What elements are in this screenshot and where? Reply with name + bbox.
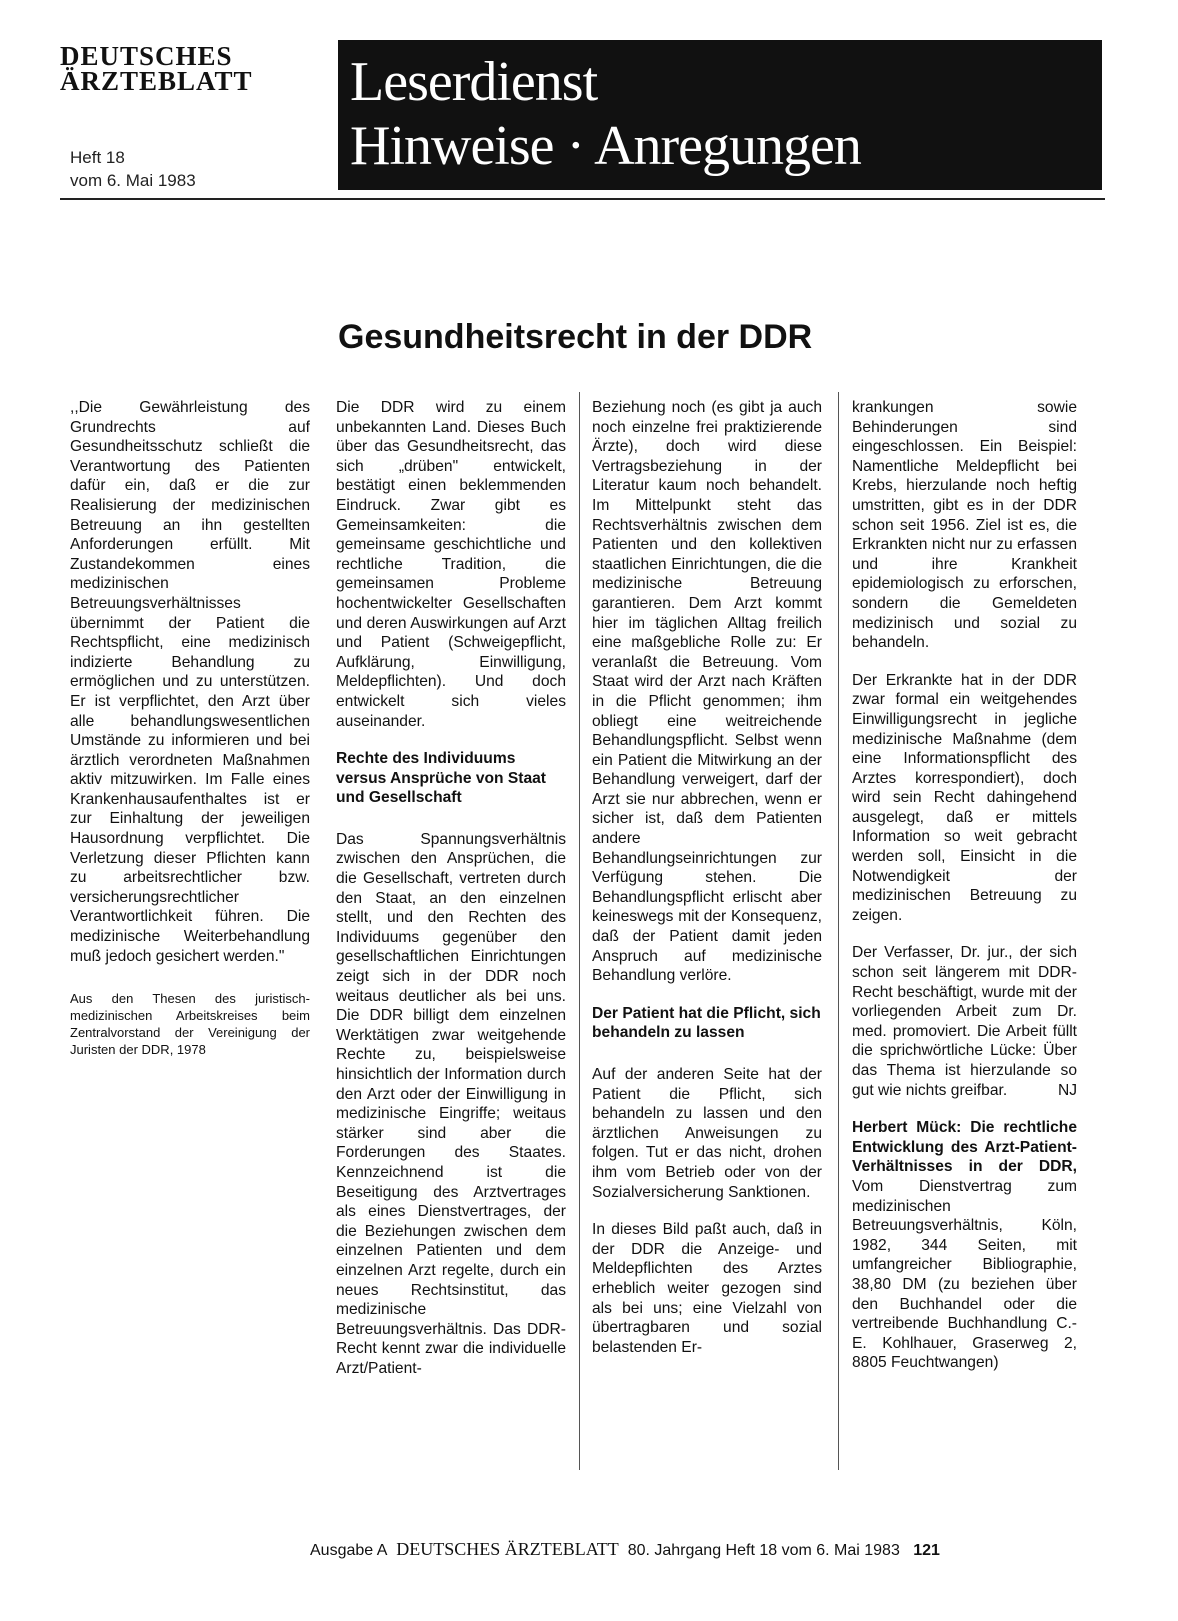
subheading: Der Patient hat die Pflicht, sich behandeln zu lassen bbox=[592, 1004, 821, 1042]
column-divider bbox=[838, 392, 839, 1470]
paragraph: Beziehung noch (es gibt ja auch noch einzelne frei praktizierende Ärzte), doch wird diese Vertragsbeziehung in der Literatur kaum noch behandelt. Im Mittelpunkt steht das Rechtsverhältnis zwischen dem Patienten und den kollektiven staatlichen Einrichtungen, die die medizinische Betreuung garantieren. Dem Arzt kommt hier im täglichen Alltag freilich eine maßgebliche Rolle zu: Er veranlaßt die Betreuung. Vom Staat wird der Arzt nach Kräften in die Pflicht genommen; ihm obliegt eine weitreichende Behandlungspflicht. Selbst wenn ein Patient die Mitwirkung an der Behandlung verweigert, darf der Arzt sie nur abbrechen, wenn er sicher ist, daß dem Patienten andere Behandlungseinrichtungen zur Verfügung stehen. Die Behandlungspflicht erlischt aber keineswegs mit der Konsequenz, daß der Patient damit jeden Anspruch auf medizinische Behandlung verlöre. bbox=[592, 399, 822, 985]
brand-logo bbox=[60, 41, 310, 96]
paragraph: In dieses Bild paßt auch, daß in der DDR die Anzeige- und Meldepflichten des Arztes erheblich weiter gezogen sind als bei uns; eine Vielzahl von übertragbaren und sozial belastenden Er- bbox=[592, 1221, 822, 1356]
footer-brand: DEUTSCHES ÄRZTEBLATT bbox=[396, 1539, 619, 1559]
book-details: Vom Dienstvertrag zum medizinischen Betreuungsverhältnis, Köln, 1982, 344 Seiten, mit umfangreicher Bibliographie, 38,80 DM (zu beziehen über den Buchhandel oder die vertreibende Buchhandlung C.-E. Kohlhauer, Graserweg 2, 8805 Feuchtwangen) bbox=[852, 1177, 1077, 1372]
paragraph: Die DDR wird zu einem unbekannten Land. Dieses Buch über das Gesundheitsrecht, das sich „drüben" entwickelt, bestätigt einen beklemmenden Eindruck. Zwar gibt es Gemeinsamkeiten: die gemeinsame geschichtliche und rechtliche Tradition, die gemeinsamen Probleme hochentwickelter Gesellschaften und deren Auswirkungen auf Arzt und Patient (Schweigepflicht, Aufklärung, Einwilligung, Meldepflichten). Und doch entwickelt sich vieles auseinander. bbox=[336, 399, 566, 730]
footer-edition: Ausgabe A bbox=[310, 1542, 388, 1559]
column-2 bbox=[336, 398, 566, 1397]
column-4 bbox=[852, 398, 1077, 1391]
paragraph: krankungen sowie Behinderungen sind eingeschlossen. Ein Beispiel: Namentliche Meldepflicht bei Krebs, hierzulande noch heftig umstritten, gibt es in der DDR schon seit 1956. Ziel ist es, die Erkrankten nicht nur zu erfassen und ihre Krankheit epidemiologisch zu erforschen, sondern die Gemeldeten medizinisch und sozial zu behandeln. bbox=[852, 399, 1077, 652]
paragraph: Auf der anderen Seite hat der Patient die Pflicht, sich behandeln zu lassen und den ärztlichen Anweisungen zu folgen. Tut er das nicht, drohen ihm vom Betrieb oder von der Sozialversicherung Sanktionen. bbox=[592, 1066, 822, 1201]
author-signature: NJ bbox=[1057, 1081, 1077, 1099]
intro-quote: ,,Die Gewährleistung des Grundrechts auf Gesundheitsschutz schließt die Verantwortung des Patienten dafür ein, daß er die zur Realisierung der medizinischen Betreuung an ihn gestellten Anforderungen erfüllt. Mit Zustandekommen eines medizinischen Betreuungsverhältnisses übernimmt der Patient die Rechtspflicht, eine medizinisch indizierte Behandlung zu ermöglichen und zu unterstützen. Er ist verpflichtet, den Arzt über alle behandlungswesentlichen Umstände zu informieren und bei ärztlich verordneten Maßnahmen aktiv mitzuwirken. Im Falle eines Krankenhausaufenthaltes ist er zur Einhaltung der jeweiligen Hausordnung verpflichtet. Die Verletzung dieser Pflichten kann zu arbeitsrechtlicher bzw. versicherungsrechtlicher Verantwortlichkeit führen. Die medizinische Weiterbehandlung muß jedoch gesichert werden." bbox=[70, 399, 310, 965]
brand-line-1: DEUTSCHES bbox=[60, 41, 233, 71]
banner-line-1: Leserdienst bbox=[350, 51, 598, 113]
paragraph: Das Spannungsverhältnis zwischen den Ansprüchen, die die Gesellschaft, vertreten durch den Staat, an den einzelnen stellt, und den Rechten des Individuums gegenüber den gesellschaftlichen Einrichtungen zeigt sich in der DDR noch weitaus deutlicher als bei uns. Die DDR billigt dem einzelnen Werktätigen zwar weitgehende Rechte zu, beispielsweise hinsichtlich der Information durch den Arzt oder der Einwilligung in medizinische Eingriffe; weitaus stärker sind aber die Forderungen des Staates. Kennzeichnend ist die Beseitigung des Arztvertrages als eines Dienstvertrages, der die Beziehungen zwischen dem einzelnen Patienten und dem einzelnen Arzt regelte, durch ein neues Rechtsinstitut, das medizinische Betreuungsverhältnis. Das DDR-Recht kennt zwar die individuelle Arzt/Patient- bbox=[336, 830, 566, 1377]
issue-number: Heft 18 bbox=[70, 148, 125, 167]
header-divider bbox=[60, 198, 1105, 200]
issue-date: vom 6. Mai 1983 bbox=[70, 171, 196, 190]
section-banner-title bbox=[350, 50, 861, 178]
paragraph-text: Der Verfasser, Dr. jur., der sich schon seit längerem mit DDR-Recht beschäftigt, wurde mit der vorliegenden Arbeit zum Dr. med. promoviert. Die Arbeit füllt die sprichwörtliche Lücke: Über das Thema ist hierzulande so gut wie nichts greifbar. bbox=[852, 944, 1077, 1099]
article-headline: Gesundheitsrecht in der DDR bbox=[338, 318, 813, 356]
book-title: Herbert Mück: Die rechtliche Entwicklung des Arzt-Patient-Verhältnisses in der DDR, bbox=[852, 1119, 1077, 1176]
column-1 bbox=[70, 398, 310, 1058]
paragraph: Der Erkrankte hat in der DDR zwar formal ein weitgehendes Einwilligungsrecht in jegliche medizinische Maßnahme (dem eine Informationspflicht des Arztes korrespondiert), doch wird sein Recht dahingehend ausgelegt, daß er mittels Information so weit gebracht werden soll, Einsicht in die Notwendigkeit der medizinischen Betreuung zu zeigen. bbox=[852, 671, 1077, 924]
column-divider bbox=[579, 392, 580, 1470]
paragraph bbox=[852, 943, 1077, 1100]
column-3 bbox=[592, 398, 822, 1375]
banner-line-2: Hinweise · Anregungen bbox=[350, 115, 861, 177]
page-footer bbox=[310, 1539, 940, 1560]
issue-info bbox=[70, 146, 196, 192]
page-number: 121 bbox=[913, 1542, 940, 1559]
book-reference bbox=[852, 1118, 1077, 1373]
brand-line-2: ÄRZTEBLATT bbox=[60, 66, 253, 96]
subheading: Rechte des Individuums versus Ansprüche von Staat und Gesellschaft bbox=[336, 750, 547, 807]
quote-source: Aus den Thesen des juristisch-medizinischen Arbeitskreises beim Zentralvorstand der Vereinigung der Juristen der DDR, 1978 bbox=[70, 991, 310, 1058]
footer-volume: 80. Jahrgang Heft 18 vom 6. Mai 1983 bbox=[627, 1542, 900, 1559]
